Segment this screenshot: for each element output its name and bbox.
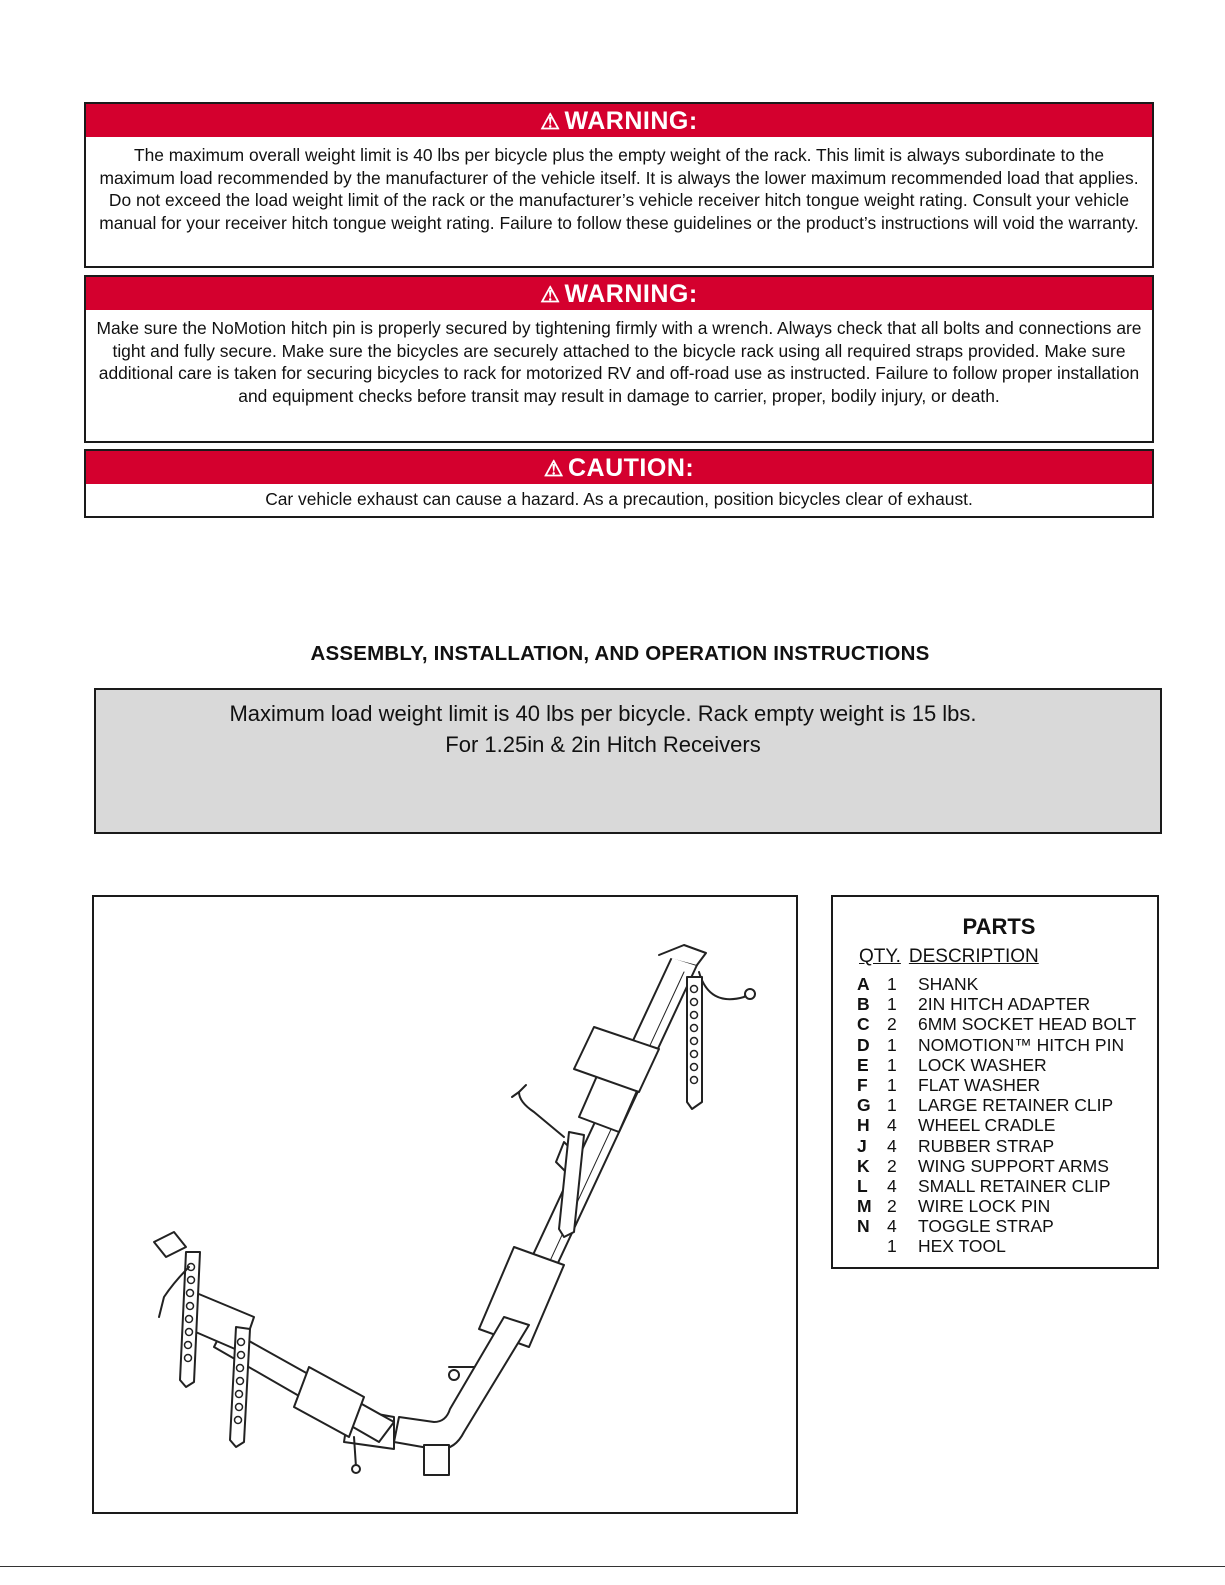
warning-heading: WARNING: [564, 280, 698, 308]
parts-list-item [857, 1156, 1136, 1176]
part-letter: F [857, 1074, 868, 1095]
parts-list-item [857, 994, 1136, 1014]
part-letter: D [857, 1034, 870, 1055]
part-qty: 2 [887, 1196, 897, 1217]
parts-list-item [857, 1095, 1136, 1115]
part-description: HEX TOOL [918, 1236, 1006, 1257]
load-info-box [94, 688, 1162, 834]
part-description: LOCK WASHER [918, 1054, 1047, 1075]
part-qty: 1 [887, 1236, 897, 1257]
part-description: 2IN HITCH ADAPTER [918, 994, 1091, 1015]
part-qty: 1 [887, 1034, 897, 1055]
part-letter: G [857, 1095, 871, 1116]
part-qty: 2 [887, 1014, 897, 1035]
bike-rack-drawing [94, 897, 796, 1512]
part-letter: C [857, 1014, 870, 1035]
part-letter: A [857, 974, 870, 994]
part-letter: L [857, 1175, 868, 1196]
parts-column-headers [859, 946, 1039, 968]
part-description: WING SUPPORT ARMS [918, 1155, 1109, 1176]
part-qty: 1 [887, 1074, 897, 1095]
parts-list [857, 974, 1136, 1257]
part-description: SMALL RETAINER CLIP [918, 1175, 1111, 1196]
warning-triangle-icon: ⚠ [540, 109, 561, 134]
part-qty: 2 [887, 1155, 897, 1176]
parts-list-item [857, 1136, 1136, 1156]
parts-list-item [857, 1176, 1136, 1196]
part-letter: J [857, 1135, 867, 1156]
warning-triangle-icon: ⚠ [540, 282, 561, 307]
warning-triangle-icon: ⚠ [543, 456, 564, 481]
part-description: SHANK [918, 974, 979, 994]
warning-heading: WARNING: [564, 107, 698, 135]
warning-box-hitch-pin [84, 275, 1154, 443]
warning-text: The maximum overall weight limit is 40 lbs per bicycle plus the empty weight of the rack. This limit is always subordinate to the maximum load recommended by the manufacturer of the vehicle itself. It is always the lower maximum recommended load that applies. Do not exceed the load weight limit of the rack or the manufacturer’s vehicle receiver hitch tongue weight rating. Consult your vehicle manual for your receiver hitch tongue weight rating. Failure to follow these guidelines or the product’s instructions will void the warranty. [99, 145, 1139, 233]
part-qty: 1 [887, 994, 897, 1015]
part-description: NOMOTION™ HITCH PIN [918, 1034, 1125, 1055]
parts-list-item [857, 1196, 1136, 1216]
part-qty: 4 [887, 1135, 897, 1156]
page-bottom-rule [0, 1566, 1225, 1567]
part-qty: 4 [887, 1175, 897, 1196]
part-description: FLAT WASHER [918, 1074, 1041, 1095]
part-description: WHEEL CRADLE [918, 1115, 1056, 1136]
part-description: WIRE LOCK PIN [918, 1196, 1051, 1217]
part-letter: K [857, 1155, 870, 1176]
parts-list-box [831, 895, 1159, 1269]
part-letter: M [857, 1196, 872, 1217]
parts-list-item [857, 1055, 1136, 1075]
part-description: TOGGLE STRAP [918, 1216, 1054, 1237]
part-description: 6MM SOCKET HEAD BOLT [918, 1014, 1137, 1035]
part-qty: 1 [887, 974, 897, 994]
part-qty: 4 [887, 1115, 897, 1136]
caution-banner [86, 451, 1152, 484]
part-description: LARGE RETAINER CLIP [918, 1095, 1114, 1116]
parts-title: PARTS [962, 914, 1036, 939]
part-qty: 1 [887, 1054, 897, 1075]
part-qty: 1 [887, 1095, 897, 1116]
parts-list-item [857, 1075, 1136, 1095]
load-limit-line: Maximum load weight limit is 40 lbs per bicycle. Rack empty weight is 15 lbs. [229, 701, 977, 726]
part-letter: E [857, 1054, 869, 1075]
bike-rack-illustration [92, 895, 798, 1514]
parts-list-item [857, 1236, 1136, 1256]
description-header: DESCRIPTION [908, 946, 1039, 967]
part-letter: N [857, 1216, 870, 1237]
part-description: RUBBER STRAP [918, 1135, 1055, 1156]
caution-heading: CAUTION: [568, 454, 695, 482]
parts-list-item [857, 974, 1136, 994]
parts-list-item [857, 1014, 1136, 1034]
part-letter: B [857, 994, 870, 1015]
parts-list-item [857, 1035, 1136, 1055]
warning-box-weight [84, 102, 1154, 268]
section-title: ASSEMBLY, INSTALLATION, AND OPERATION INSTRUCTIONS [310, 642, 930, 665]
parts-list-item [857, 1115, 1136, 1135]
parts-list-item [857, 1216, 1136, 1236]
caution-box-exhaust [84, 449, 1154, 518]
part-qty: 4 [887, 1216, 897, 1237]
warning-banner [86, 277, 1152, 310]
warning-text: Make sure the NoMotion hitch pin is properly secured by tightening firmly with a wrench. Always check that all bolts and connections are tight and fully secure. Make sure the bicycles are securely attached to the bicycle rack using all required straps provided. Make sure additional care is taken for securing bicycles to rack for motorized RV and off-road use as instructed. Failure to follow proper installation and equipment checks before transit may result in damage to carrier, proper, bodily injury, or death. [96, 318, 1142, 406]
hitch-receiver-line: For 1.25in & 2in Hitch Receivers [445, 732, 761, 757]
warning-banner [86, 104, 1152, 137]
caution-text: Car vehicle exhaust can cause a hazard. As a precaution, position bicycles clear of exhaust. [265, 489, 973, 509]
part-letter: H [857, 1115, 870, 1136]
qty-header: QTY. [859, 946, 901, 967]
